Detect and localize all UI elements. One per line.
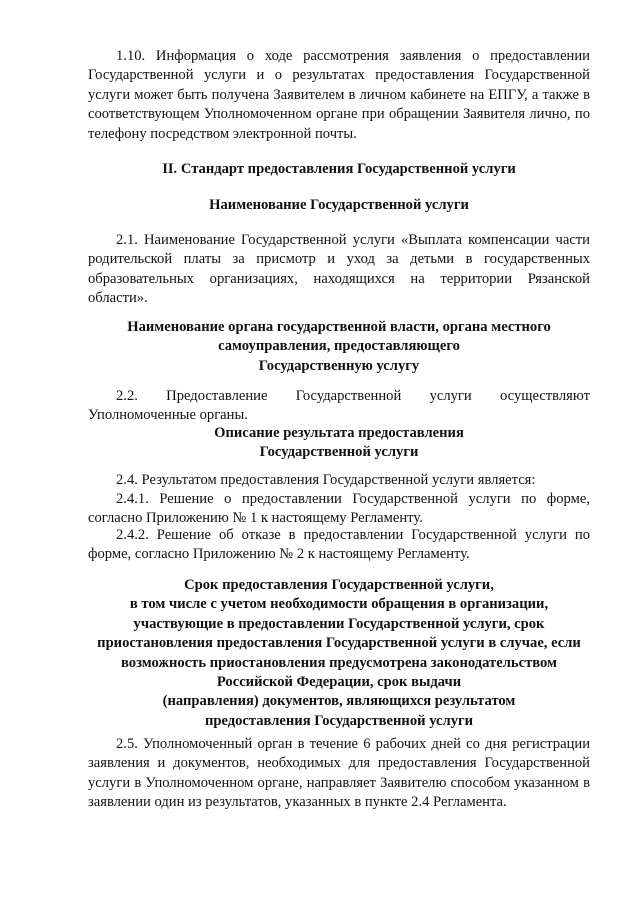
paragraph-2-2-word: услуги xyxy=(429,388,472,404)
section-2-title: II. Стандарт предоставления Государственной услуги xyxy=(162,161,516,177)
paragraph-1-10: 1.10. Информация о ходе рассмотрения заявления о предоставлении Государственной услуги и о результатах предоставления Государственной услуги может быть получена Заявителем в личном кабинете на ЕПГУ, а также в соответствующем Уполномоченном органе при обращении Заявителя лично, по телефону посредством электронной почты. xyxy=(88,48,590,142)
paragraph-2-2-word: 2.2. xyxy=(116,388,138,404)
heading-term-line-4: приостановления предоставления Государственной услуги в случае, если xyxy=(97,635,581,652)
paragraph-2-1: 2.1. Наименование Государственной услуги «Выплата компенсации части родительской платы за присмотр и уход за детьми в государственных образовательных организациях, находящихся на территории Рязанской области». xyxy=(88,232,590,307)
paragraph-2-4-2: 2.4.2. Решение об отказе в предоставлении Государственной услуги по форме, согласно Приложению № 2 к настоящему Регламенту. xyxy=(88,527,590,563)
heading-term-line-5: возможность приостановления предусмотрена законодательством xyxy=(121,654,557,671)
heading-term-line-7: (направления) документов, являющихся результатом xyxy=(162,693,516,710)
paragraph-2-2-line-2: Уполномоченные органы. xyxy=(88,407,248,424)
paragraph-2-2 xyxy=(88,387,590,426)
heading-service-name: Наименование Государственной услуги xyxy=(209,197,469,213)
paragraph-2-2-word: Государственной xyxy=(295,388,402,404)
heading-term-line-6: Российской Федерации, срок выдачи xyxy=(216,674,462,691)
heading-organ xyxy=(88,318,590,376)
heading-result-line-2: Государственной услуги xyxy=(259,444,419,461)
paragraph-2-4-1: 2.4.1. Решение о предоставлении Государственной услуги по форме, согласно Приложению № 1 к настоящему Регламенту. xyxy=(88,491,590,527)
paragraph-2-2-word: осуществляют xyxy=(500,388,590,404)
paragraph-2-4: 2.4. Результатом предоставления Государственной услуги является: xyxy=(116,472,536,488)
paragraph-2-2-line-1 xyxy=(88,387,590,406)
paragraph-2-2-word: Предоставление xyxy=(166,388,268,404)
heading-term-line-8: предоставления Государственной услуги xyxy=(204,712,474,729)
heading-organ-line-1: Наименование органа государственной власти, органа местного xyxy=(127,319,551,335)
heading-term-line-3: участвующие в предоставлении Государственной услуги, срок xyxy=(133,615,545,632)
paragraph-2-5: 2.5. Уполномоченный орган в течение 6 рабочих дней со дня регистрации заявления и документов, необходимых для предоставления Государственной услуги в Уполномоченном органе, направляет Заявителю способом указанном в заявлении один из результатов, указанных в пункте 2.4 Регламента. xyxy=(88,736,590,811)
heading-organ-line-3: Государственную услугу xyxy=(258,357,420,374)
heading-term xyxy=(88,576,590,731)
heading-result-line-1: Описание результата предоставления xyxy=(214,425,464,441)
heading-term-line-2: в том числе с учетом необходимости обращения в организации, xyxy=(129,596,549,613)
heading-result xyxy=(88,424,590,463)
heading-organ-line-2: самоуправления, предоставляющего xyxy=(218,338,460,355)
heading-term-line-1: Срок предоставления Государственной услуги, xyxy=(184,577,494,593)
